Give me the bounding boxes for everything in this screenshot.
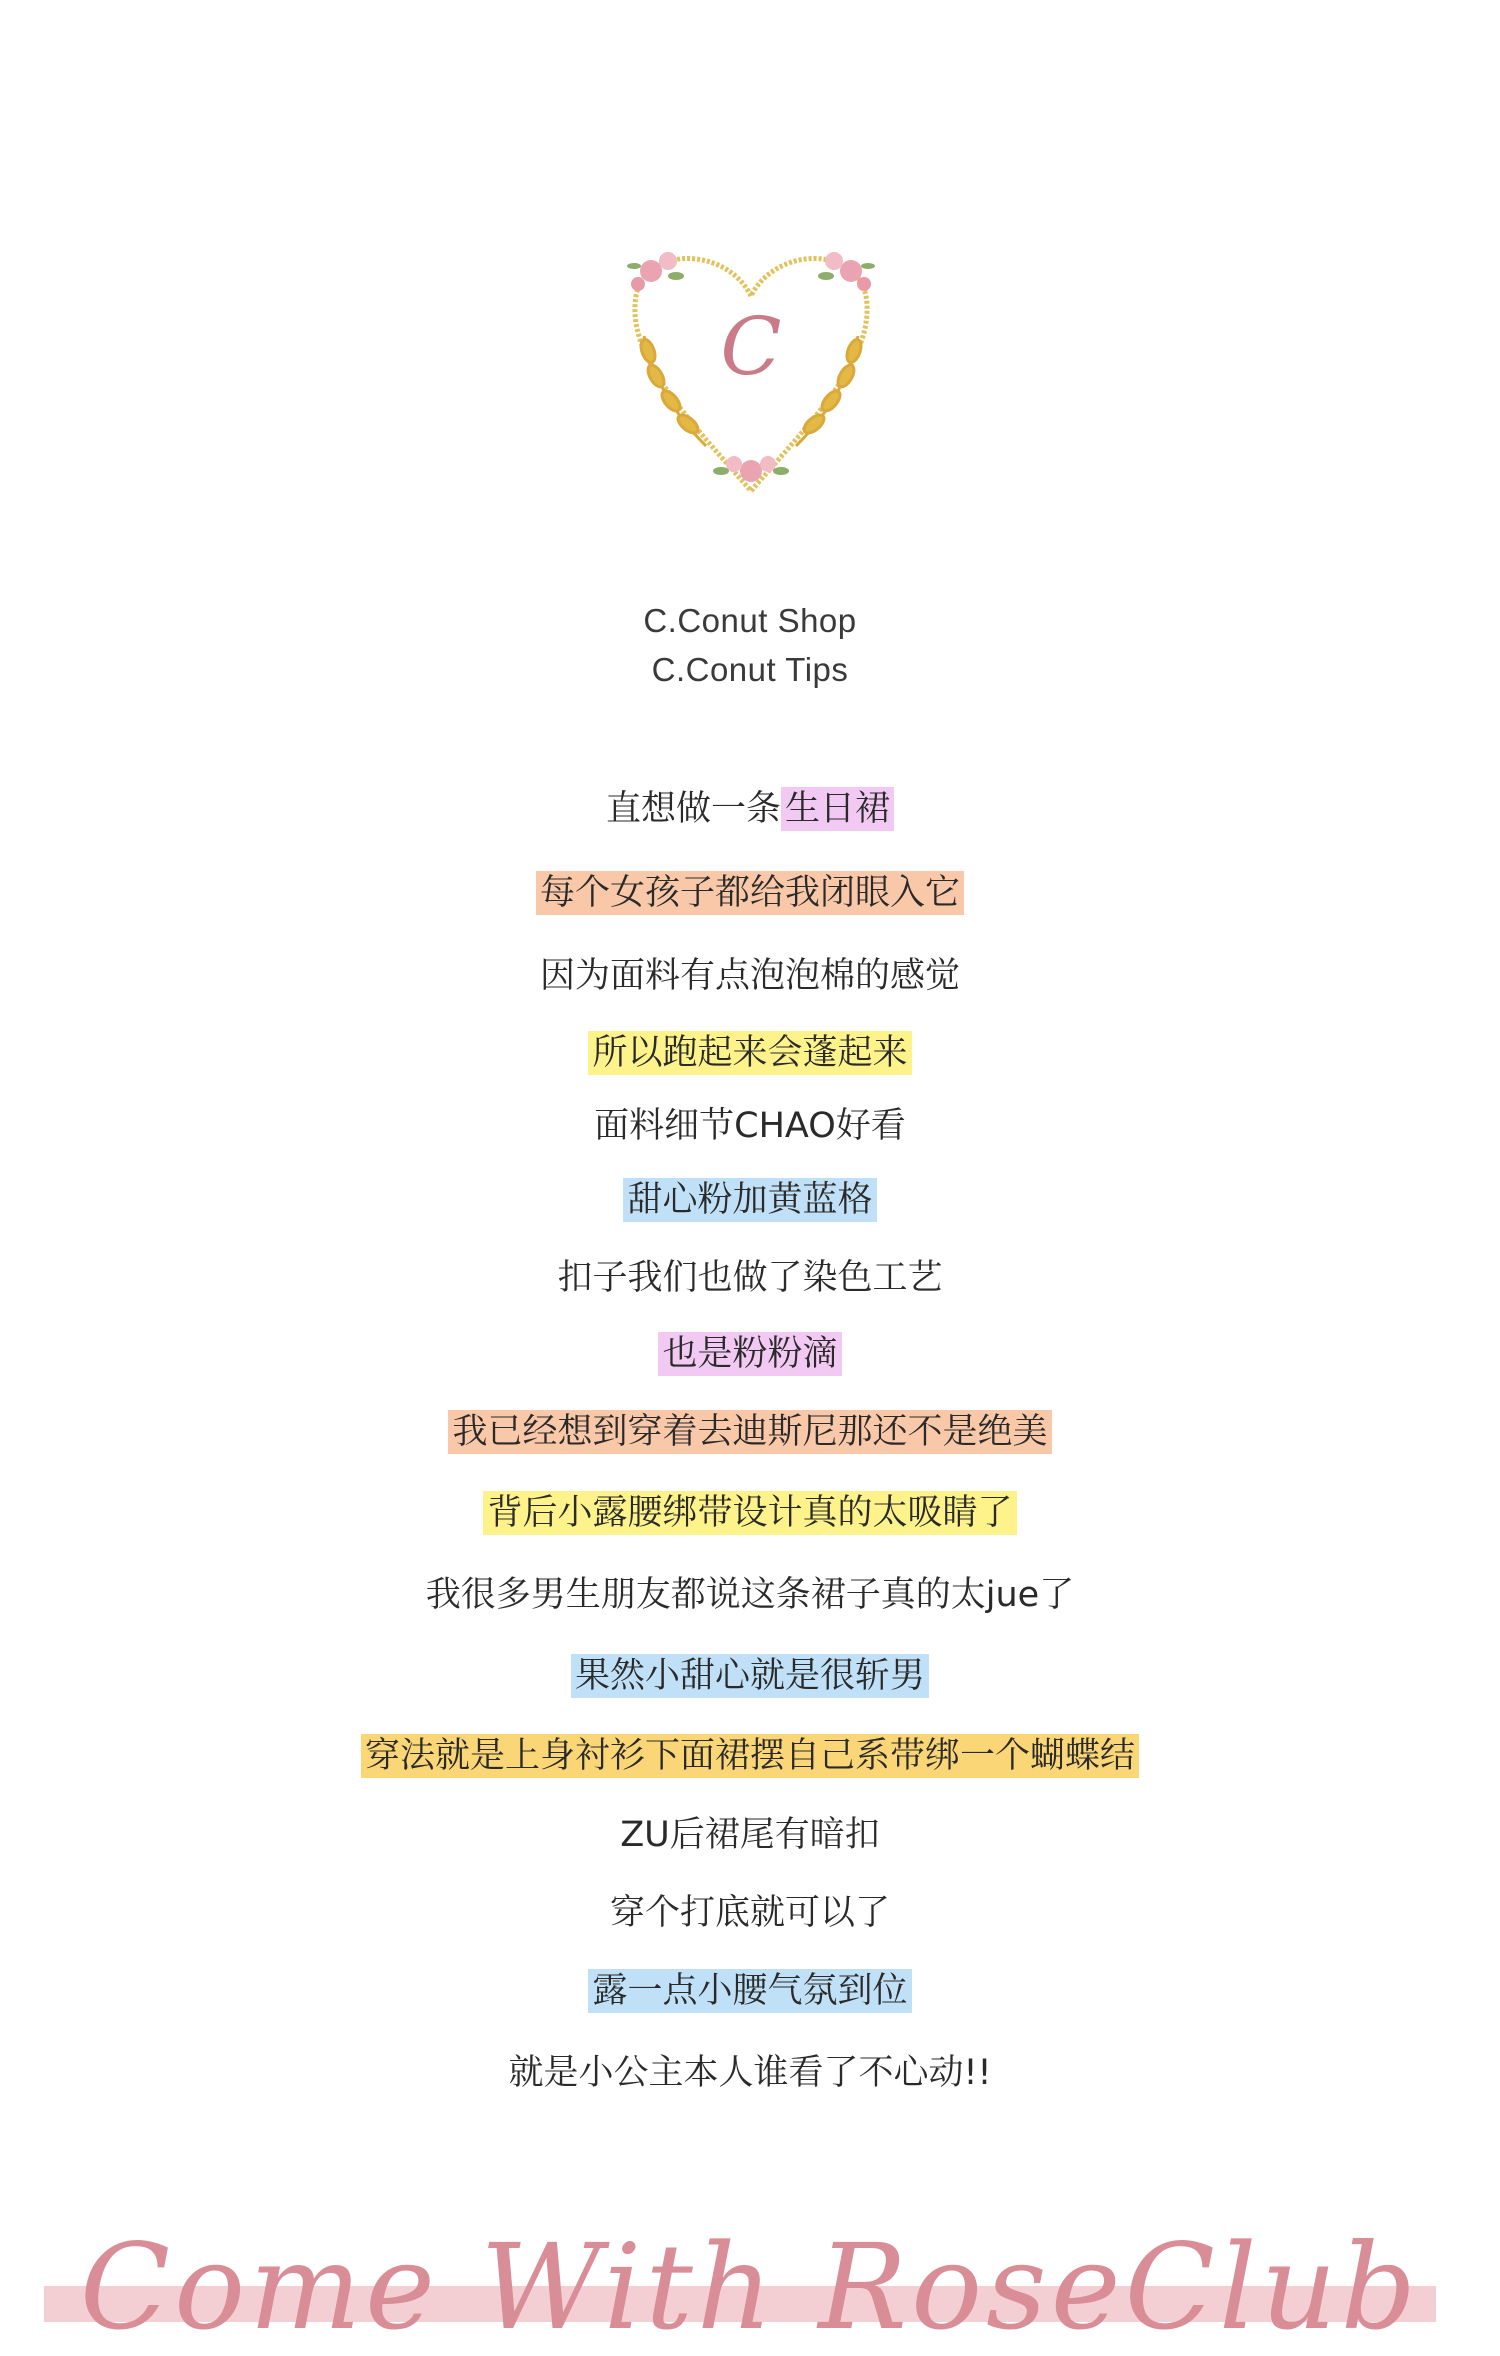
line-text: 就是小公主本人谁看了不心动!! — [508, 2053, 992, 2093]
description-line — [0, 2050, 1500, 2096]
description-line — [0, 1490, 1500, 1536]
line-text: 直想做一条 — [605, 789, 781, 829]
description-line — [0, 1030, 1500, 1076]
description-line — [0, 1572, 1500, 1618]
footer-script-title: Come With RoseClub — [79, 2218, 1421, 2356]
line-text: ZU后裙尾有暗扣 — [620, 1815, 880, 1855]
highlighted-text: 每个女孩子都给我闭眼入它 — [536, 871, 964, 915]
description-line — [0, 1653, 1500, 1699]
highlighted-text: 我已经想到穿着去迪斯尼那还不是绝美 — [448, 1410, 1051, 1454]
description-line — [0, 1177, 1500, 1223]
line-text: 我很多男生朋友都说这条裙子真的太jue了 — [425, 1575, 1075, 1615]
highlighted-text: 果然小甜心就是很斩男 — [571, 1654, 929, 1698]
line-text: 因为面料有点泡泡棉的感觉 — [539, 956, 960, 996]
heart-wreath-logo — [616, 226, 886, 516]
highlighted-text: 生日裙 — [781, 787, 894, 831]
highlighted-text: 露一点小腰气氛到位 — [588, 1969, 911, 2013]
description-line — [0, 1409, 1500, 1455]
description-line — [0, 1890, 1500, 1936]
description-line — [0, 786, 1500, 832]
line-text: 扣子我们也做了染色工艺 — [557, 1258, 943, 1298]
description-line — [0, 953, 1500, 999]
highlighted-text: 所以跑起来会蓬起来 — [588, 1031, 911, 1075]
brand-tips-title: C.Conut Tips — [651, 651, 849, 688]
description-line — [0, 1103, 1500, 1149]
line-text: 穿个打底就可以了 — [609, 1893, 890, 1933]
description-line — [0, 1968, 1500, 2014]
description-line — [0, 1733, 1500, 1779]
highlighted-text: 也是粉粉滴 — [658, 1332, 841, 1376]
logo-letter: C — [720, 300, 782, 393]
line-text: 面料细节CHAO好看 — [594, 1106, 906, 1146]
brand-shop-name: C.Conut Shop — [643, 602, 857, 639]
description-line — [0, 870, 1500, 916]
description-line — [0, 1812, 1500, 1858]
description-line — [0, 1331, 1500, 1377]
highlighted-text: 背后小露腰绑带设计真的太吸睛了 — [483, 1491, 1016, 1535]
highlighted-text: 甜心粉加黄蓝格 — [623, 1178, 876, 1222]
description-line — [0, 1255, 1500, 1301]
highlighted-text: 穿法就是上身衬衫下面裙摆自己系带绑一个蝴蝶结 — [361, 1734, 1139, 1778]
